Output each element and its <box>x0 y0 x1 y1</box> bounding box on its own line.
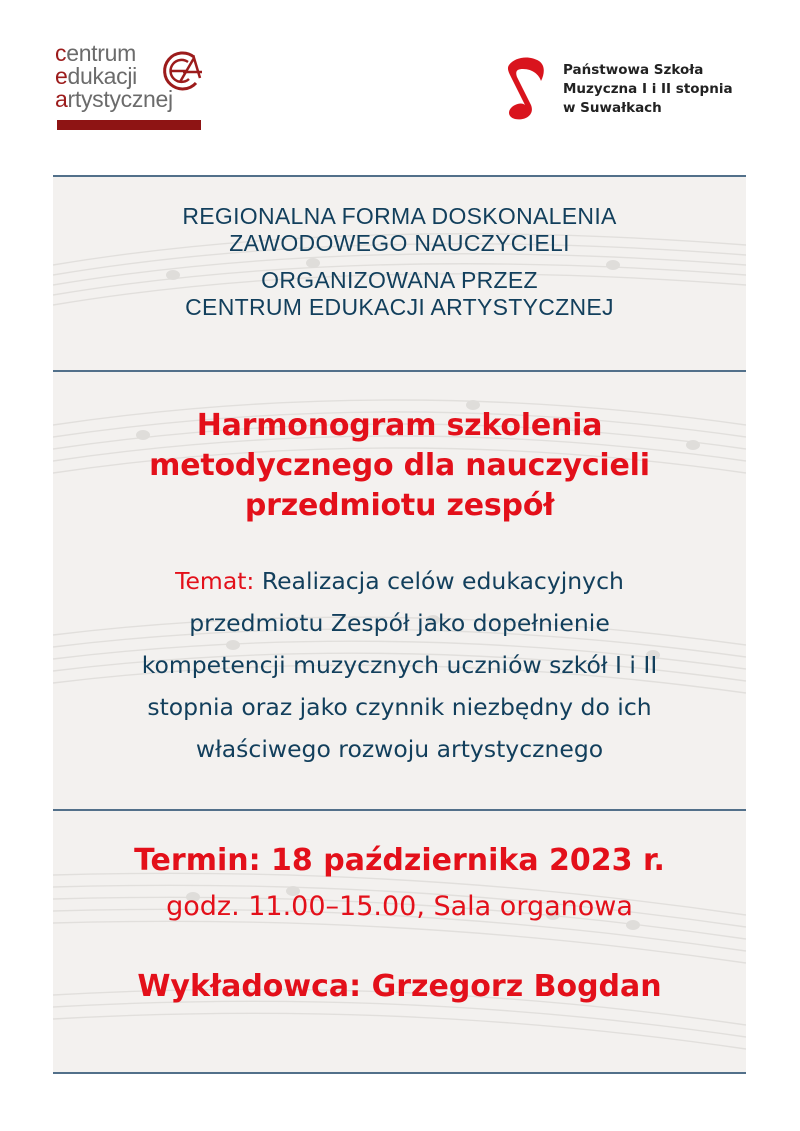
divider-header <box>53 370 746 372</box>
event-date: Termin: 18 października 2023 r. <box>134 843 665 878</box>
topic-description: Temat: Realizacja celów edukacyjnych przedmiotu Zespół jako dopełnienie kompetencji muzycznych uczniów szkół I i II stopnia oraz jako czynnik niezbędny do ich właściwego rozwoju artystycznego <box>141 567 658 763</box>
cea-logo-bar <box>57 120 201 130</box>
psm-logo-text: Państwowa Szkoła Muzyczna I i II stopnia w Suwałkach <box>563 62 733 116</box>
cea-logo-text: centrum edukacji artystycznej <box>55 40 173 112</box>
divider-topic <box>53 809 746 811</box>
cea-monogram-icon <box>158 48 204 94</box>
event-hours-location: godz. 11.00–15.00, Sala organowa <box>166 891 633 922</box>
topic-label: Temat: <box>175 567 255 595</box>
divider-bottom <box>53 1072 746 1074</box>
event-lecturer: Wykładowca: Grzegorz Bogdan <box>137 969 662 1004</box>
music-note-icon <box>505 55 545 121</box>
divider-top <box>53 175 746 177</box>
header-organizer: ORGANIZOWANA PRZEZ CENTRUM EDUKACJI ARTYSTYCZNEJ <box>185 267 614 320</box>
page-title: Harmonogram szkolenia metodycznego dla nauczycieli przedmiotu zespół <box>149 408 650 523</box>
header-program-title: REGIONALNA FORMA DOSKONALENIA ZAWODOWEGO NAUCZYCIELI <box>182 203 617 256</box>
cea-logo <box>55 42 205 134</box>
psm-logo <box>505 55 765 125</box>
